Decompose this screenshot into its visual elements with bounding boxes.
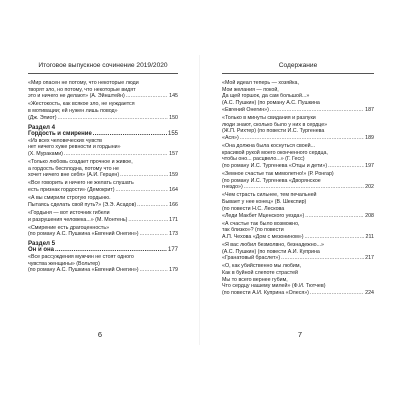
toc-entry[interactable]	[222, 80, 374, 114]
leader-dots	[244, 184, 364, 191]
toc-entry-line: «Мой идеал теперь — хозяйка,	[222, 80, 299, 86]
toc-entry-page: 211	[365, 233, 374, 240]
leader-dots	[55, 247, 167, 254]
toc-entry-last-line	[28, 267, 178, 274]
toc-entry-page: 224	[365, 290, 374, 297]
toc-entry-page: 202	[365, 184, 374, 191]
leader-dots	[115, 187, 168, 194]
section-5-label: Раздел 5	[28, 239, 56, 247]
toc-entry-line: Мы то всего вернее губим,	[222, 276, 288, 283]
toc-entry-line: «Я вас любил безмолвно, безнадежно...»	[222, 241, 324, 248]
toc-entry-line: (по повести Н.С. Лескова	[222, 205, 285, 212]
left-toc	[28, 80, 178, 275]
toc-entry-line: (по роману И.С. Тургенева «Дворянское	[222, 177, 321, 184]
toc-entry-line: (по повести А.И. Куприна «Олеся»)	[222, 290, 309, 297]
toc-entry-last-line	[28, 93, 178, 100]
toc-entry-page: 173	[169, 231, 178, 238]
toc-entry-line: «А вы смирили строгую гордыню.	[28, 195, 111, 202]
section-5-title[interactable]	[28, 247, 178, 254]
right-page	[200, 0, 400, 400]
toc-entry-last-line	[28, 115, 178, 122]
toc-entry-line: хочет ничего вне себя» (А.И. Герцен)	[28, 172, 120, 179]
toc-entry-line: «Смирение есть драгоценность»	[28, 224, 110, 231]
toc-entry-last-line	[28, 231, 178, 238]
toc-entry-line: «Евгений Онегин»)	[222, 106, 269, 113]
leader-dots	[120, 172, 168, 179]
toc-entry-last-line	[222, 107, 374, 114]
toc-entry-line: а гордость бесплодна, потому что не	[28, 165, 119, 172]
toc-entry-page: 164	[169, 187, 178, 194]
toc-entry-last-line	[222, 184, 374, 191]
toc-entry-page: 208	[365, 212, 374, 219]
toc-entry[interactable]	[222, 242, 374, 262]
toc-entry-line: Как в буйной слепоте страстей	[222, 270, 298, 277]
toc-entry-line: гнездо»)	[222, 184, 243, 191]
toc-entry-line: творят зло, но потому, что некоторые видят	[28, 86, 136, 93]
toc-entry-line: в мотивации; ей нужен лишь повод»	[28, 108, 118, 115]
toc-entry-line: «Земное счастье так мимолетно!» (Р. Ронгар)	[222, 171, 334, 178]
toc-entry-page: 145	[169, 93, 178, 100]
toc-entry-last-line	[222, 290, 374, 297]
toc-entry-line: «А счастье так было возможно,	[222, 220, 300, 227]
toc-entry-line: так близко»? (по повести	[222, 227, 284, 234]
toc-entry[interactable]	[222, 221, 374, 241]
section-4-page: 155	[167, 130, 178, 137]
toc-entry-line: чтобы оно... расцвело...» (Г. Гесс)	[222, 156, 305, 163]
section-5-title-text: Он и она	[28, 247, 54, 254]
leader-dots	[140, 267, 169, 274]
leader-dots	[128, 217, 168, 224]
toc-entry-line: (А.С. Пушкин) (по роману А.С. Пушкина	[222, 100, 320, 107]
leader-dots	[137, 202, 168, 209]
leader-dots	[328, 163, 364, 170]
toc-entry[interactable]	[222, 171, 374, 191]
leader-dots	[58, 115, 169, 122]
toc-entry-page: 150	[169, 114, 178, 121]
toc-entry[interactable]	[222, 115, 374, 142]
leader-dots	[64, 151, 168, 158]
toc-entry-line: «Только в минуты свидания и разлуки	[222, 114, 316, 121]
toc-entry-page: 179	[169, 267, 178, 274]
toc-entry-last-line	[28, 172, 178, 179]
toc-entry-line: люди знают, сколько было у них в сердце»	[222, 121, 328, 128]
toc-entry-line: А.П. Чехова «Дом с мезонином»)	[222, 233, 304, 240]
toc-entry-line: Да щей горшок, да сам большой...»	[222, 93, 310, 100]
toc-entry-line: «Чем страсть сильнее, тем печальней	[222, 192, 317, 199]
leader-dots	[93, 131, 167, 138]
toc-entry[interactable]	[28, 159, 178, 179]
toc-entry[interactable]	[222, 143, 374, 170]
toc-entry-last-line	[28, 187, 178, 194]
toc-entry-page: 217	[365, 255, 374, 262]
toc-entry-last-line	[28, 151, 178, 158]
leader-dots	[310, 290, 364, 297]
toc-entry[interactable]	[28, 138, 178, 158]
toc-entry-page: 187	[365, 106, 374, 113]
toc-entry-last-line	[28, 202, 178, 209]
toc-entry-line: «Все говорить и ничего не желать слушать	[28, 180, 134, 187]
toc-entry[interactable]	[28, 80, 178, 100]
left-header-rule	[28, 73, 178, 74]
toc-entry-line: нет ничего хуже ревности и гордыни»	[28, 144, 121, 151]
section-4-title[interactable]	[28, 131, 178, 138]
right-toc	[222, 80, 374, 298]
toc-entry-line: (Х. Мураками)	[28, 151, 63, 158]
section-4-label: Раздел 4	[28, 123, 56, 131]
toc-entry-line: это и ничего не делают» (А. Эйнштейн)	[28, 93, 125, 100]
toc-entry-line: чувства женщины» (Вольтер)	[28, 260, 100, 267]
toc-entry-page: 157	[169, 151, 178, 158]
toc-entry-line: «Гордыня — вот источник гибели	[28, 209, 110, 216]
toc-entry-line: «Леди Макбет Мценского уезда»)	[222, 212, 305, 219]
leader-dots	[305, 234, 365, 241]
toc-entry[interactable]	[28, 180, 178, 193]
toc-entry[interactable]	[222, 192, 374, 219]
toc-entry-line: «Из всех человеческих чувств	[28, 137, 102, 144]
toc-entry-line: «Мир опасен не потому, что некоторые люди	[28, 80, 139, 86]
toc-entry-line: «Все рассуждения мужчин не стоят одного	[28, 254, 134, 261]
toc-entry-page: 171	[169, 216, 178, 223]
toc-entry-line: «О, как убийственно мы любим,	[222, 263, 301, 270]
toc-entry[interactable]	[28, 254, 178, 274]
toc-entry-line: Бывает у нее конец» (В. Шекспир)	[222, 199, 307, 206]
leader-dots	[240, 135, 364, 142]
leader-dots	[126, 93, 168, 100]
toc-entry-line: Мои желания — покой,	[222, 86, 279, 93]
toc-entry-line: красивой рукой моего оконченного сердца,	[222, 149, 328, 156]
toc-entry-line: «Гранатовый браслет»)	[222, 255, 281, 262]
right-page-number: 7	[297, 330, 303, 339]
toc-entry-line: (Дж. Элиот)	[28, 114, 57, 121]
toc-entry-line: (Ж.П. Рихтер) (по повести И.С. Тургенева	[222, 128, 325, 135]
right-header-rule	[222, 73, 374, 74]
toc-entry-last-line	[222, 234, 374, 241]
toc-entry-last-line	[222, 213, 374, 220]
right-running-head: Содержание	[278, 62, 318, 69]
toc-entry-line: и разрушения человека...» (М. Монтень)	[28, 216, 128, 223]
toc-entry-line: (по роману А.С. Пушкина «Евгений Онегин»)	[28, 231, 139, 238]
leader-dots	[305, 213, 364, 220]
left-page-number: 6	[97, 330, 103, 339]
toc-entry-line: (А.С. Пушкин) (по повести А.И. Куприна	[222, 248, 320, 255]
toc-entry-line: «Ася»)	[222, 134, 239, 141]
toc-entry-page: 197	[365, 163, 374, 170]
toc-entry[interactable]	[28, 101, 178, 121]
toc-entry-line: есть признак гордости» (Демокрит)	[28, 187, 115, 194]
toc-entry-line: (по роману И.С. Тургенева «Отцы и дети»)	[222, 163, 328, 170]
toc-entry[interactable]	[222, 263, 374, 297]
toc-entry-line: «Жестокость, как всякое зло, не нуждается	[28, 101, 135, 108]
toc-entry-line: (по роману А.С. Пушкина «Евгений Онегин»)	[28, 267, 139, 274]
toc-entry-last-line	[28, 217, 178, 224]
toc-entry[interactable]	[28, 225, 178, 238]
section-5-page: 177	[167, 247, 178, 254]
toc-entry-page: 189	[365, 134, 374, 141]
toc-entry-last-line	[222, 163, 374, 170]
toc-entry-last-line	[222, 135, 374, 142]
toc-entry[interactable]	[28, 195, 178, 208]
toc-entry-line: Пытаясь сделать свой путь?» (Э.Э. Асадов)	[28, 201, 137, 208]
toc-entry-line: Что сердцу нашему милей» (Ф.И. Тютчев)	[222, 283, 326, 290]
leader-dots	[281, 255, 364, 262]
toc-entry[interactable]	[28, 210, 178, 223]
leader-dots	[270, 107, 364, 114]
left-running-head: Итоговое выпускное сочинение 2019/2020	[38, 62, 168, 69]
toc-entry-line: «Она должна была коснуться своей...	[222, 142, 316, 149]
section-4-title-text: Гордость и смирение	[28, 130, 92, 137]
toc-entry-page: 166	[169, 201, 178, 208]
toc-entry-page: 159	[169, 172, 178, 179]
toc-entry-line: «Только любовь создает прочное и живое,	[28, 159, 133, 166]
toc-entry-last-line	[222, 255, 374, 262]
leader-dots	[140, 231, 169, 238]
